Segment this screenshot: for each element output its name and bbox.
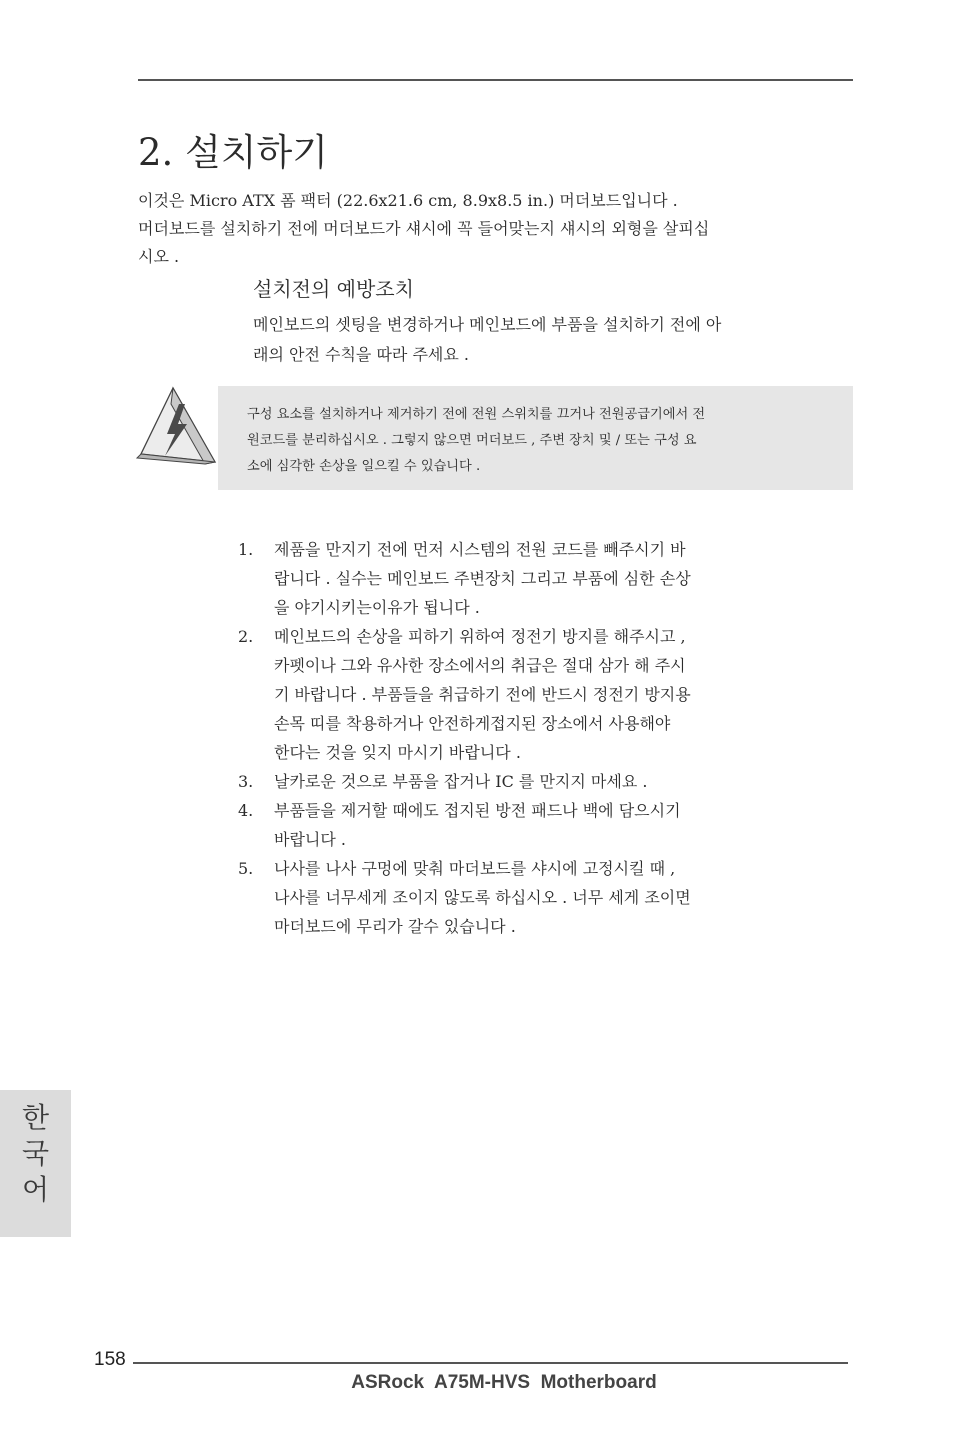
high-voltage-warning-icon — [135, 384, 219, 468]
intro-line: 머더보드를 설치하기 전에 머더보드가 섀시에 꼭 들어맞는지 섀시의 외형을 살피십 — [138, 219, 710, 238]
step-line: 기 바랍니다 . 부품들을 취급하기 전에 반드시 정전기 방지용 — [274, 685, 691, 704]
step-line: 나사를 나사 구멍에 맞춰 마더보드를 샤시에 고정시킬 때 , — [274, 859, 676, 878]
header-rule — [138, 79, 853, 81]
step-line: 랍니다 . 실수는 메인보드 주변장치 그리고 부품에 심한 손상 — [274, 569, 691, 588]
language-char: 국 — [21, 1137, 50, 1170]
step-number: 2. — [238, 627, 254, 646]
language-char: 어 — [21, 1173, 50, 1206]
list-item — [238, 796, 798, 854]
precautions-line: 래의 안전 수칙을 따라 주세요 . — [253, 345, 469, 364]
footer-rule — [133, 1362, 848, 1364]
step-line: 카펫이나 그와 유사한 장소에서의 취급은 절대 삼가 해 주시 — [274, 656, 686, 675]
list-item — [238, 854, 798, 941]
intro-line: 이것은 Micro ATX 폼 팩터 (22.6x21.6 cm, 8.9x8.5 in.) 머더보드입니다 . — [138, 191, 678, 210]
list-item — [238, 535, 798, 622]
step-line: 메인보드의 손상을 피하기 위하여 정전기 방지를 해주시고 , — [274, 627, 686, 646]
intro-paragraph — [138, 187, 853, 271]
precautions-line: 메인보드의 셋팅을 변경하거나 메인보드에 부품을 설치하기 전에 아 — [253, 315, 722, 334]
language-label — [0, 1100, 71, 1208]
language-side-tab — [0, 1090, 71, 1237]
precautions-body — [253, 310, 853, 370]
list-item — [238, 622, 798, 767]
step-number: 5. — [238, 859, 254, 878]
step-line: 부품들을 제거할 때에도 접지된 방전 패드나 백에 담으시기 — [274, 801, 681, 820]
step-line: 마더보드에 무리가 갈수 있습니다 . — [274, 917, 516, 936]
step-line: 제품을 만지기 전에 먼저 시스템의 전원 코드를 빼주시기 바 — [274, 540, 686, 559]
precaution-steps-list — [238, 535, 798, 941]
step-number: 3. — [238, 772, 254, 791]
warning-text — [247, 402, 847, 480]
footer-product-name: ASRock A75M-HVS Motherboard — [351, 1372, 657, 1393]
step-line: 을 야기시키는이유가 됩니다 . — [274, 598, 480, 617]
warning-line: 원코드를 분리하십시오 . 그렇지 않으면 머더보드 , 주변 장치 및 / 또는 구성 요 — [247, 433, 697, 448]
step-number: 1. — [238, 540, 254, 559]
page-number: 158 — [94, 1349, 126, 1370]
language-char: 한 — [21, 1101, 50, 1134]
warning-line: 구성 요소를 설치하거나 제거하기 전에 전원 스위치를 끄거나 전원공급기에서 전 — [247, 407, 706, 422]
step-number: 4. — [238, 801, 254, 820]
precautions-heading: 설치전의 예방조치 — [253, 277, 414, 301]
step-line: 한다는 것을 잊지 마시기 바랍니다 . — [274, 743, 521, 762]
section-title: 2. 설치하기 — [138, 131, 329, 174]
step-line: 바랍니다 . — [274, 830, 346, 849]
step-line: 손목 띠를 착용하거나 안전하게접지된 장소에서 사용해야 — [274, 714, 671, 733]
step-line: 나사를 너무세게 조이지 않도록 하십시오 . 너무 세게 조이면 — [274, 888, 691, 907]
warning-box — [218, 386, 853, 490]
list-item — [238, 767, 798, 796]
warning-line: 소에 심각한 손상을 일으킬 수 있습니다 . — [247, 459, 481, 474]
intro-line: 시오 . — [138, 247, 180, 266]
step-line: 날카로운 것으로 부품을 잡거나 IC 를 만지지 마세요 . — [274, 772, 648, 791]
